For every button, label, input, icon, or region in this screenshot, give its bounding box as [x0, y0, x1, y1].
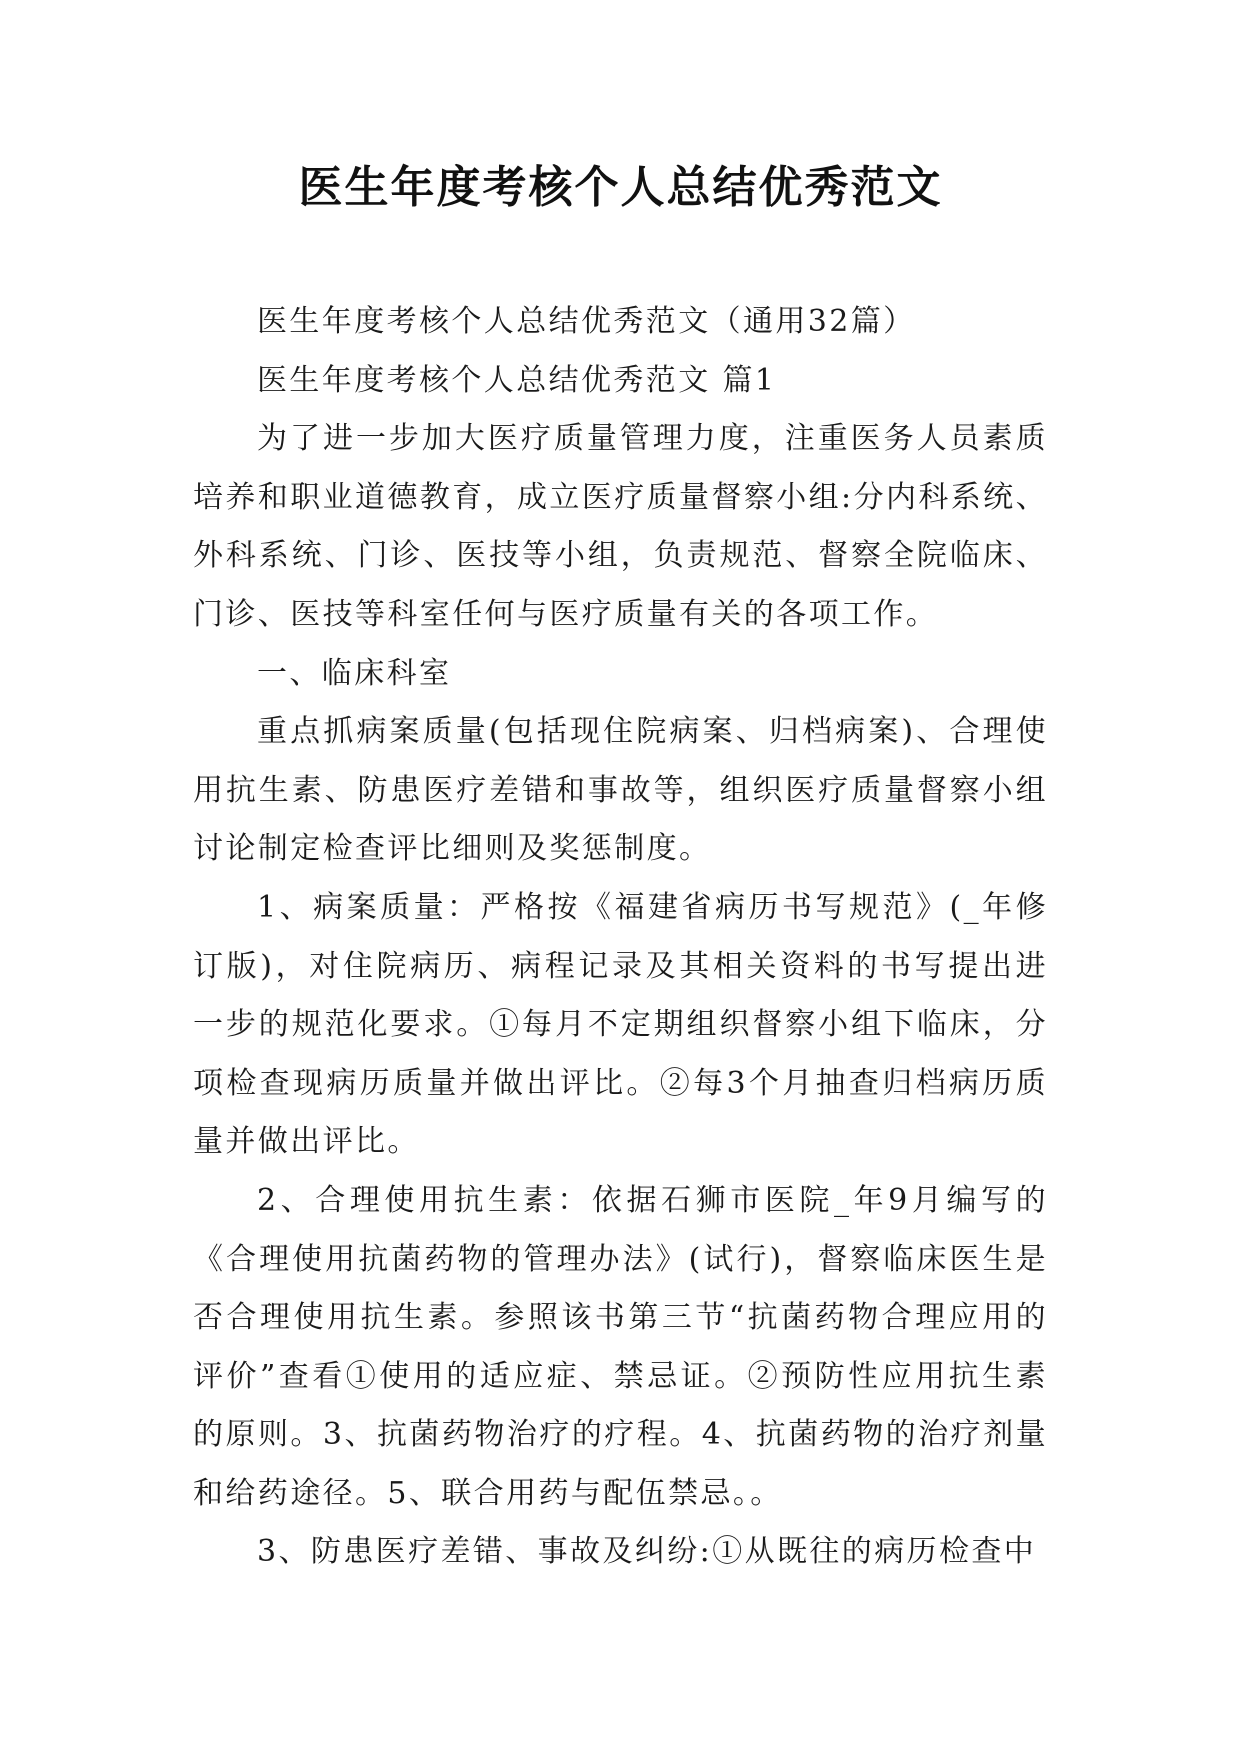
- paragraph-clinical-focus: 重点抓病案质量(包括现住院病案、归档病案)、合理使用抗生素、防患医疗差错和事故等，组织医疗质量督察小组讨论制定检查评比细则及奖惩制度。: [193, 714, 1048, 867]
- paragraph-section-heading: 医生年度考核个人总结优秀范文 篇1: [257, 362, 777, 398]
- document-title: 医生年度考核个人总结优秀范文: [298, 162, 943, 213]
- paragraph-case-quality: 1、病案质量：严格按《福建省病历书写规范》(_年修订版)，对住院病历、病程记录及其相关资料的书写提出进一步的规范化要求。①每月不定期组织督察小组下临床，分项检查现病历质量并做出评比。②每3个月抽查归档病历质量并做出评比。: [193, 889, 1048, 1160]
- document-body: [193, 293, 1048, 1582]
- paragraph-subtitle: 医生年度考核个人总结优秀范文（通用32篇）: [257, 304, 916, 339]
- paragraph-antibiotics: 2、合理使用抗生素：依据石狮市医院_年9月编写的《合理使用抗菌药物的管理办法》(试行)，督察临床医生是否合理使用抗生素。参照该书第三节“抗菌药物合理应用的评价”查看①使用的适应症、禁忌证。②预防性应用抗生素的原则。3、抗菌药物治疗的疗程。4、抗菌药物的治疗剂量和给药途径。5、联合用药与配伍禁忌。。: [193, 1182, 1048, 1511]
- paragraph-error-prevention: 3、防患医疗差错、事故及纠纷:①从既往的病历检查中: [257, 1534, 1037, 1570]
- paragraph-intro: 为了进一步加大医疗质量管理力度，注重医务人员素质培养和职业道德教育，成立医疗质量督察小组:分内科系统、外科系统、门诊、医技等小组，负责规范、督察全院临床、门诊、医技等科室任何与医疗质量有关的各项工作。: [193, 421, 1048, 632]
- paragraph-heading-clinical: 一、临床科室: [257, 655, 452, 691]
